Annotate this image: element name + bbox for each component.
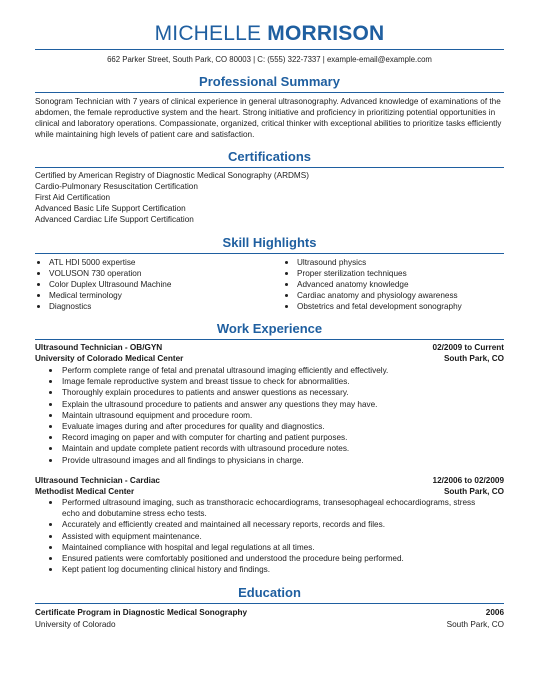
duty-item: Kept patient log documenting clinical history and findings. bbox=[48, 564, 488, 575]
job-dates: 12/2006 to 02/2009 bbox=[432, 476, 504, 485]
last-name: MORRISON bbox=[267, 22, 385, 45]
skill-item: Ultrasound physics bbox=[283, 257, 462, 268]
skill-item: ATL HDI 5000 expertise bbox=[35, 257, 171, 268]
skill-item: Diagnostics bbox=[35, 301, 171, 312]
contact-line: 662 Parker Street, South Park, CO 80003 | C: (555) 322-7337 | example-email@example.com bbox=[107, 55, 432, 64]
job-company-row bbox=[35, 486, 504, 497]
duty-item: Maintained compliance with hospital and legal regulations at all times. bbox=[48, 542, 488, 553]
certification-item: First Aid Certification bbox=[35, 193, 111, 203]
education-school: University of Colorado bbox=[35, 620, 116, 629]
skill-item: Medical terminology bbox=[35, 290, 171, 301]
skills-heading: Skill Highlights bbox=[222, 235, 317, 250]
duty-item: Maintain ultrasound equipment and procedure room. bbox=[48, 410, 488, 421]
education-heading: Education bbox=[238, 585, 301, 600]
education-program: Certificate Program in Diagnostic Medical Sonography bbox=[35, 608, 248, 617]
summary-divider bbox=[35, 92, 504, 93]
skills-left-column bbox=[35, 257, 171, 312]
duty-item: Maintain and update complete patient records with ultrasound procedure notes. bbox=[48, 443, 488, 454]
duty-item: Thoroughly explain procedures to patients and answer questions as necessary. bbox=[48, 387, 488, 398]
job-company: University of Colorado Medical Center bbox=[35, 354, 184, 363]
job-location: South Park, CO bbox=[443, 354, 504, 363]
certification-item: Cardio-Pulmonary Resuscitation Certification bbox=[35, 182, 198, 192]
job-location: South Park, CO bbox=[443, 487, 504, 496]
summary-heading: Professional Summary bbox=[199, 74, 340, 89]
education-year: 2006 bbox=[485, 608, 504, 617]
duty-item: Explain the ultrasound procedure to patients and answer any questions they may have. bbox=[48, 399, 488, 410]
certification-item: Certified by American Registry of Diagnostic Medical Sonography (ARDMS) bbox=[35, 171, 309, 180]
duty-item: Assisted with equipment maintenance. bbox=[48, 531, 488, 542]
job-company-row bbox=[35, 353, 504, 364]
skill-item: Color Duplex Ultrasound Machine bbox=[35, 279, 171, 290]
candidate-name bbox=[0, 22, 539, 46]
duty-item: Record imaging on paper and with computer for charting and patient purposes. bbox=[48, 432, 488, 443]
skill-item: Proper sterilization techniques bbox=[283, 268, 462, 279]
duty-item: Accurately and efficiently created and maintained all necessary reports, records and files. bbox=[48, 519, 488, 530]
skills-divider bbox=[35, 253, 504, 254]
job-company: Methodist Medical Center bbox=[35, 487, 135, 496]
skills-right-column bbox=[283, 257, 462, 312]
first-name: MICHELLE bbox=[154, 22, 262, 45]
job-position: Ultrasound Technician - OB/GYN bbox=[35, 343, 163, 352]
duty-item: Provide ultrasound images and all findings to physicians in charge. bbox=[48, 455, 488, 466]
certification-item: Advanced Basic Life Support Certification bbox=[35, 204, 186, 214]
certification-item: Advanced Cardiac Life Support Certification bbox=[35, 215, 194, 225]
job-title-row bbox=[35, 475, 504, 486]
skill-item: Cardiac anatomy and physiology awareness bbox=[283, 290, 462, 301]
skill-item: Advanced anatomy knowledge bbox=[283, 279, 462, 290]
header-divider bbox=[35, 49, 504, 50]
education-divider bbox=[35, 603, 504, 604]
certifications-heading: Certifications bbox=[227, 149, 312, 164]
education-school-row bbox=[35, 619, 504, 630]
skill-item: VOLUSON 730 operation bbox=[35, 268, 171, 279]
duty-item: Evaluate images during and after procedures for quality and diagnostics. bbox=[48, 421, 488, 432]
skill-item: Obstetrics and fetal development sonography bbox=[283, 301, 462, 312]
job-duties-list bbox=[48, 365, 488, 466]
certifications-divider bbox=[35, 167, 504, 168]
job-title-row bbox=[35, 342, 504, 353]
duty-item: Ensured patients were comfortably positioned and understood the procedure being performed. bbox=[48, 553, 488, 564]
experience-divider bbox=[35, 339, 504, 340]
experience-heading: Work Experience bbox=[216, 321, 323, 336]
summary-text: Sonogram Technician with 7 years of clinical experience in general ultrasonography. Advanced knowledge of examinations of the abdomen, the female reproductive system and the heart. Strong initiative and proficiency in prioritizing potential opportunities in clinical and laboratory operations. Compassionate, organized, critical thinker with exceptional abilities to prioritize tasks efficiently while maintaining high levels of patient care and satisfaction. bbox=[35, 97, 502, 140]
duty-item: Image female reproductive system and breast tissue to check for abnormalities. bbox=[48, 376, 488, 387]
education-program-row bbox=[35, 607, 504, 618]
job-duties-list bbox=[48, 497, 488, 575]
duty-item: Performed ultrasound imaging, such as transthoracic echocardiograms, transesophageal echocardiograms, stress echo and dobutamine stress echo tests. bbox=[48, 497, 488, 519]
certifications-list bbox=[35, 170, 309, 225]
duty-item: Perform complete range of fetal and prenatal ultrasound imaging efficiently and effectively. bbox=[48, 365, 488, 376]
education-location: South Park, CO bbox=[446, 620, 504, 629]
job-dates: 02/2009 to Current bbox=[432, 343, 504, 352]
job-position: Ultrasound Technician - Cardiac bbox=[35, 476, 160, 485]
